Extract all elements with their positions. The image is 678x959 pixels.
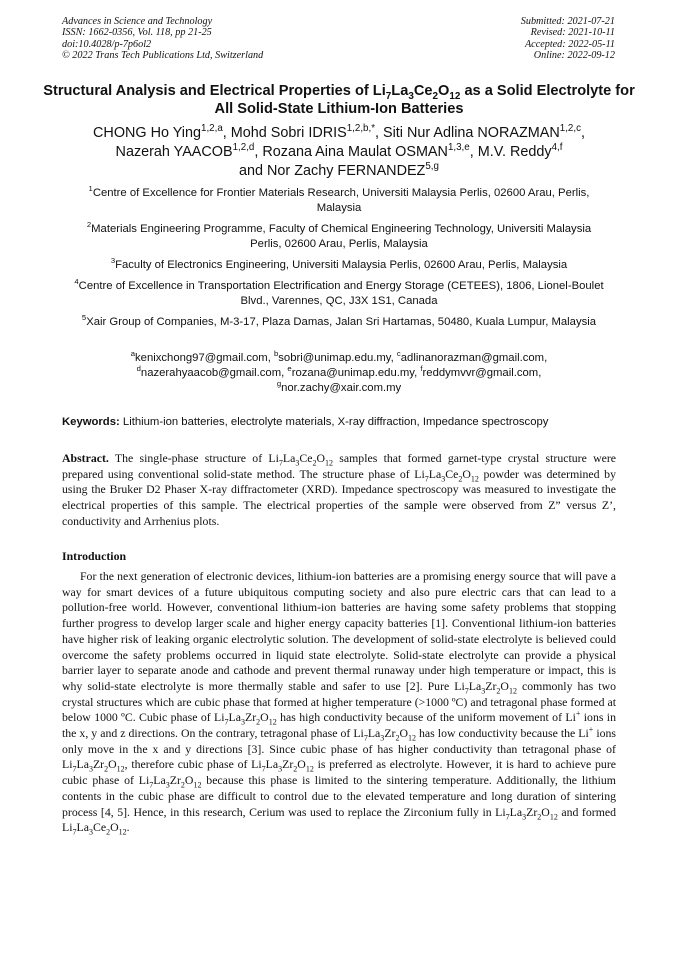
title-subscript: 7 [385,90,392,102]
email-separator: , [390,352,397,364]
formula-subscript: 2 [293,764,298,774]
formula-subscript: 3 [88,764,93,774]
title-text: Structural Analysis and Electrical Properties of Li [43,83,386,99]
formula-text: La [468,678,482,693]
formula-subscript: 12 [116,764,125,774]
author-affil-sup: 1,2,d [232,142,255,154]
formula-subscript: 2 [496,686,501,696]
formula-text: O [184,773,194,788]
body-text: commonly has two crystal structures which are cubic phase that formed at higher temperature (>1000 ºC) and tetragonal phase formed at below 1000 ºC. Cubic phase of Li [62,678,617,725]
body-text: , therefore cubic phase of Li [124,757,262,772]
formula-text: La [367,726,381,741]
affiliation-1 [70,186,608,216]
formula-subscript: 7 [278,458,283,468]
author-name: M.V. Reddy [477,144,552,160]
formula-subscript: 7 [149,780,154,790]
title-subscript: 12 [449,90,461,102]
author-affil-sup: 1,2,b,* [346,123,376,135]
formula-text: Zr [92,757,105,772]
title-text: Ce [413,83,433,99]
email-sup: b [273,349,279,359]
email-separator: , [267,352,274,364]
author-separator: , [469,144,478,160]
formula-subscript: 3 [380,733,385,743]
body-text: has high conductivity because of the uniform movement of Li [276,710,576,725]
title-text: as a Solid Electrolyte for All Solid-State Lithium-Ion Batteries [214,83,635,117]
journal-doi[interactable]: doi:10.4028/p-7p6ol2 [62,38,152,50]
submitted-date: Submitted: 2021-07-21 [520,16,615,27]
formula-text: O [110,820,119,835]
formula-subscript: 3 [481,686,486,696]
author-name: Rozana Aina Maulat OSMAN [262,144,448,160]
author-affil-sup: 1,2,c [559,123,581,135]
affiliation-number: 2 [86,220,92,230]
formula-text: La [153,773,166,788]
keywords-label: Keywords: [62,416,120,428]
email-link[interactable]: reddymvvr@gmail.com [422,367,539,379]
formula-subscript: 12 [268,717,277,727]
affiliation-5 [70,315,608,330]
email-link[interactable]: nor.zachy@xair.com.my [281,382,402,394]
email-list [80,351,598,396]
formula-text: Zr [245,710,257,725]
formula-text: O [108,757,117,772]
email-separator: , [544,352,548,364]
email-link[interactable]: adlinanorazman@gmail.com [400,352,545,364]
body-text: . [126,820,130,835]
formula-subscript: 2 [537,811,542,821]
section-heading-introduction: Introduction [62,549,127,563]
abstract-label: Abstract. [62,451,109,465]
paper-title [40,82,638,118]
journal-name: Advances in Science and Technology [62,16,213,27]
body-text: For the next generation of electronic devices, lithium-ion batteries are a promising energy source that will pave a way for smart devices of a future ubiquitous computing society and also pure electric cars that can lead to a pollution-free world. However, conventional lithium-ion batteries are having some safety problems that stopping further progress to develop larger scale and higher energy capacity batteries [1]. Conventional lithium-ion batteries have higher risk of leaking organic electrolytic solution. The development of solid-state electrolyte is believed could overcome the safety problems occurred in liquid state electrolyte. Solid-state electrolyte can provide a physical barrier layer to separate anode and cathode and prevent thermal runaway under high temperature or impact, this is why solid-state electrolyte is more thermally stable and safer to use [2]. Pure Li [62,569,616,693]
formula-subscript: 2 [395,733,400,743]
accepted-date: Accepted: 2022-05-11 [524,38,615,50]
formula-subscript: 12 [508,686,517,696]
email-separator: , [538,367,542,379]
dates-header [521,16,615,61]
author-separator: , [254,144,263,160]
formula-subscript: 12 [118,827,127,837]
charge-superscript: + [588,725,594,735]
author-and: and [239,163,268,179]
abstract-text: Ce [299,451,313,465]
formula-subscript: 7 [261,764,266,774]
formula-text: O [260,710,269,725]
affiliation-number: 3 [110,256,116,266]
email-link[interactable]: kenixchong97@gmail.com [135,352,268,364]
formula-subscript: 3 [165,780,170,790]
author-affil-sup: 1,3,e [447,142,470,154]
body-text: ions in the x, y and z directions. On the contrary, tetragonal phase of Li [62,710,616,741]
formula-subscript: 3 [88,827,93,837]
author-name: Nor Zachy FERNANDEZ [267,163,426,179]
formula-text: O [297,757,306,772]
formula-subscript: 12 [408,733,417,743]
formula-subscript: 12 [193,780,202,790]
formula-subscript: 3 [522,811,527,821]
author-name: Nazerah YAACOB [115,144,233,160]
author-affil-sup: 1,2,a [201,123,223,135]
email-sup: c [396,349,401,359]
abstract-text: Ce [445,466,459,481]
online-date: Online: 2022-09-12 [533,49,615,61]
formula-subscript: 7 [363,733,368,743]
email-link[interactable]: rozana@unimap.edu.my [291,367,415,379]
formula-subscript: 2 [104,764,109,774]
keywords [62,415,616,430]
body-text: ions only move in the x and y directions [3]. Since cubic phase of has higher conductivity than tetragonal phase of Li [62,726,617,772]
journal-issn: ISSN: 1662-0356, Vol. 118, pp 21-25 [62,27,212,39]
affiliation-text: Xair Group of Companies, M-3-17, Plaza Damas, Jalan Sri Hartamas, 50480, Kuala Lumpur, Malaysia [86,316,597,328]
email-separator: , [281,367,288,379]
formula-subscript: 3 [241,717,246,727]
email-link[interactable]: sobri@unimap.edu.my [278,352,391,364]
abstract-text: The single-phase structure of Li [114,451,279,465]
email-sup: a [130,349,136,359]
formula-subscript: 7 [424,474,429,484]
formula-subscript: 12 [325,458,334,468]
keywords-text: Lithium-ion batteries, electrolyte materials, X-ray diffraction, Impedance spectroscopy [122,416,549,428]
author-separator: , [580,125,585,141]
formula-text: Zr [282,757,294,772]
formula-text: O [500,678,509,693]
formula-subscript: 2 [256,717,261,727]
author-separator: , [375,125,384,141]
author-separator: , [222,125,231,141]
formula-text: O [541,804,550,819]
affiliation-text: Materials Engineering Programme, Faculty of Chemical Engineering Technology, Universiti Malaysia Perlis, 02600 Arau, Perlis, Malaysia [91,223,592,250]
formula-subscript: 12 [470,474,479,484]
formula-text: La [228,710,241,725]
title-text: La [391,83,409,99]
author-name: Siti Nur Adlina NORAZMAN [383,125,560,141]
author-affil-sup: 4,f [551,142,563,154]
author-name: CHONG Ho Ying [93,125,201,141]
author-list [40,124,638,181]
formula-subscript: 2 [106,827,111,837]
formula-subscript: 7 [72,764,77,774]
affiliation-text: Centre of Excellence for Frontier Materials Research, Universiti Malaysia Perlis, 02600 Arau, Perlis, Malaysia [92,187,590,214]
email-sup: e [287,364,292,374]
formula-text: O [399,726,408,741]
affiliation-text: Faculty of Electronics Engineering, Universiti Malaysia Perlis, 02600 Arau, Perlis, Malaysia [115,259,568,271]
email-sup: d [136,364,141,374]
body-text: and formed Li [62,804,616,835]
formula-text: La [265,757,279,772]
journal-copyright: © 2022 Trans Tech Publications Ltd, Switzerland [62,49,264,61]
email-sup: g [276,379,282,389]
formula-text: Zr [169,773,181,788]
revised-date: Revised: 2021-10-11 [530,27,615,39]
abstract [62,451,616,530]
email-separator: , [414,367,421,379]
charge-superscript: + [575,709,581,719]
affiliation-number: 5 [81,313,87,323]
affiliation-number: 1 [88,184,93,194]
author-affil-sup: 5,g [425,161,439,173]
abstract-text: O [316,451,326,465]
email-link[interactable]: nazerahyaacob@gmail.com [140,367,282,379]
formula-subscript: 2 [180,780,185,790]
formula-subscript: 12 [549,811,558,821]
formula-text: La [509,804,523,819]
affiliation-4 [70,279,608,309]
formula-subscript: 2 [458,474,463,484]
formula-subscript: 7 [505,811,510,821]
body-text: has low conductivity because the Li [416,726,589,741]
abstract-text: La [428,466,442,481]
formula-subscript: 12 [305,764,314,774]
formula-subscript: 2 [312,458,317,468]
affiliation-number: 4 [74,277,79,287]
formula-subscript: 7 [72,827,77,837]
abstract-text: La [282,451,296,465]
title-subscript: 3 [408,90,414,102]
formula-subscript: 3 [295,458,300,468]
formula-subscript: 3 [441,474,446,484]
formula-subscript: 7 [464,686,469,696]
formula-text: Zr [485,678,497,693]
formula-subscript: 3 [278,764,283,774]
formula-text: Ce [92,820,107,835]
author-name: Mohd Sobri IDRIS [230,125,347,141]
affiliation-text: Centre of Excellence in Transportation Electrification and Energy Storage (CETEES), 1806, Lionel-Boulet Blvd., Varennes, QC, J3X 1S1, Canada [78,280,604,307]
title-text: O [438,83,450,99]
body-text: is preferred as electrolyte. However, it is hard to achieve pure cubic phase of Li [62,757,616,788]
abstract-text: samples that formed garnet-type crystal structure were prepared using conventional solid-state method. The structure phase of Li [62,451,616,481]
email-sup: f [420,364,423,374]
abstract-text: powder was determined by using the Bruker D2 Phaser X-ray diffractometer (XRD). Impedance spectroscopy was measured to investigate the electrical properties of this sample. The electrical properties of the sample were observed from Z” versus Z’, conductivity and Arrhenius plots. [62,466,616,528]
formula-text: Zr [384,726,396,741]
formula-text: La [76,757,89,772]
journal-header [62,16,263,61]
title-subscript: 2 [432,90,438,102]
abstract-text: O [462,466,471,481]
formula-text: La [76,820,89,835]
formula-subscript: 7 [224,717,229,727]
introduction-paragraph [62,569,616,836]
affiliation-3 [70,258,608,273]
body-text: because this phase is limited to the sintering temperature. Additionally, the lithium contents in the cubic phase are difficult to control due to the elevated temperature and long duration of sintering process [4, 5]. Hence, in this research, Cerium was used to replace the Zirconium fully in Li [62,773,616,819]
affiliation-2 [70,222,608,252]
formula-text: Zr [526,804,538,819]
